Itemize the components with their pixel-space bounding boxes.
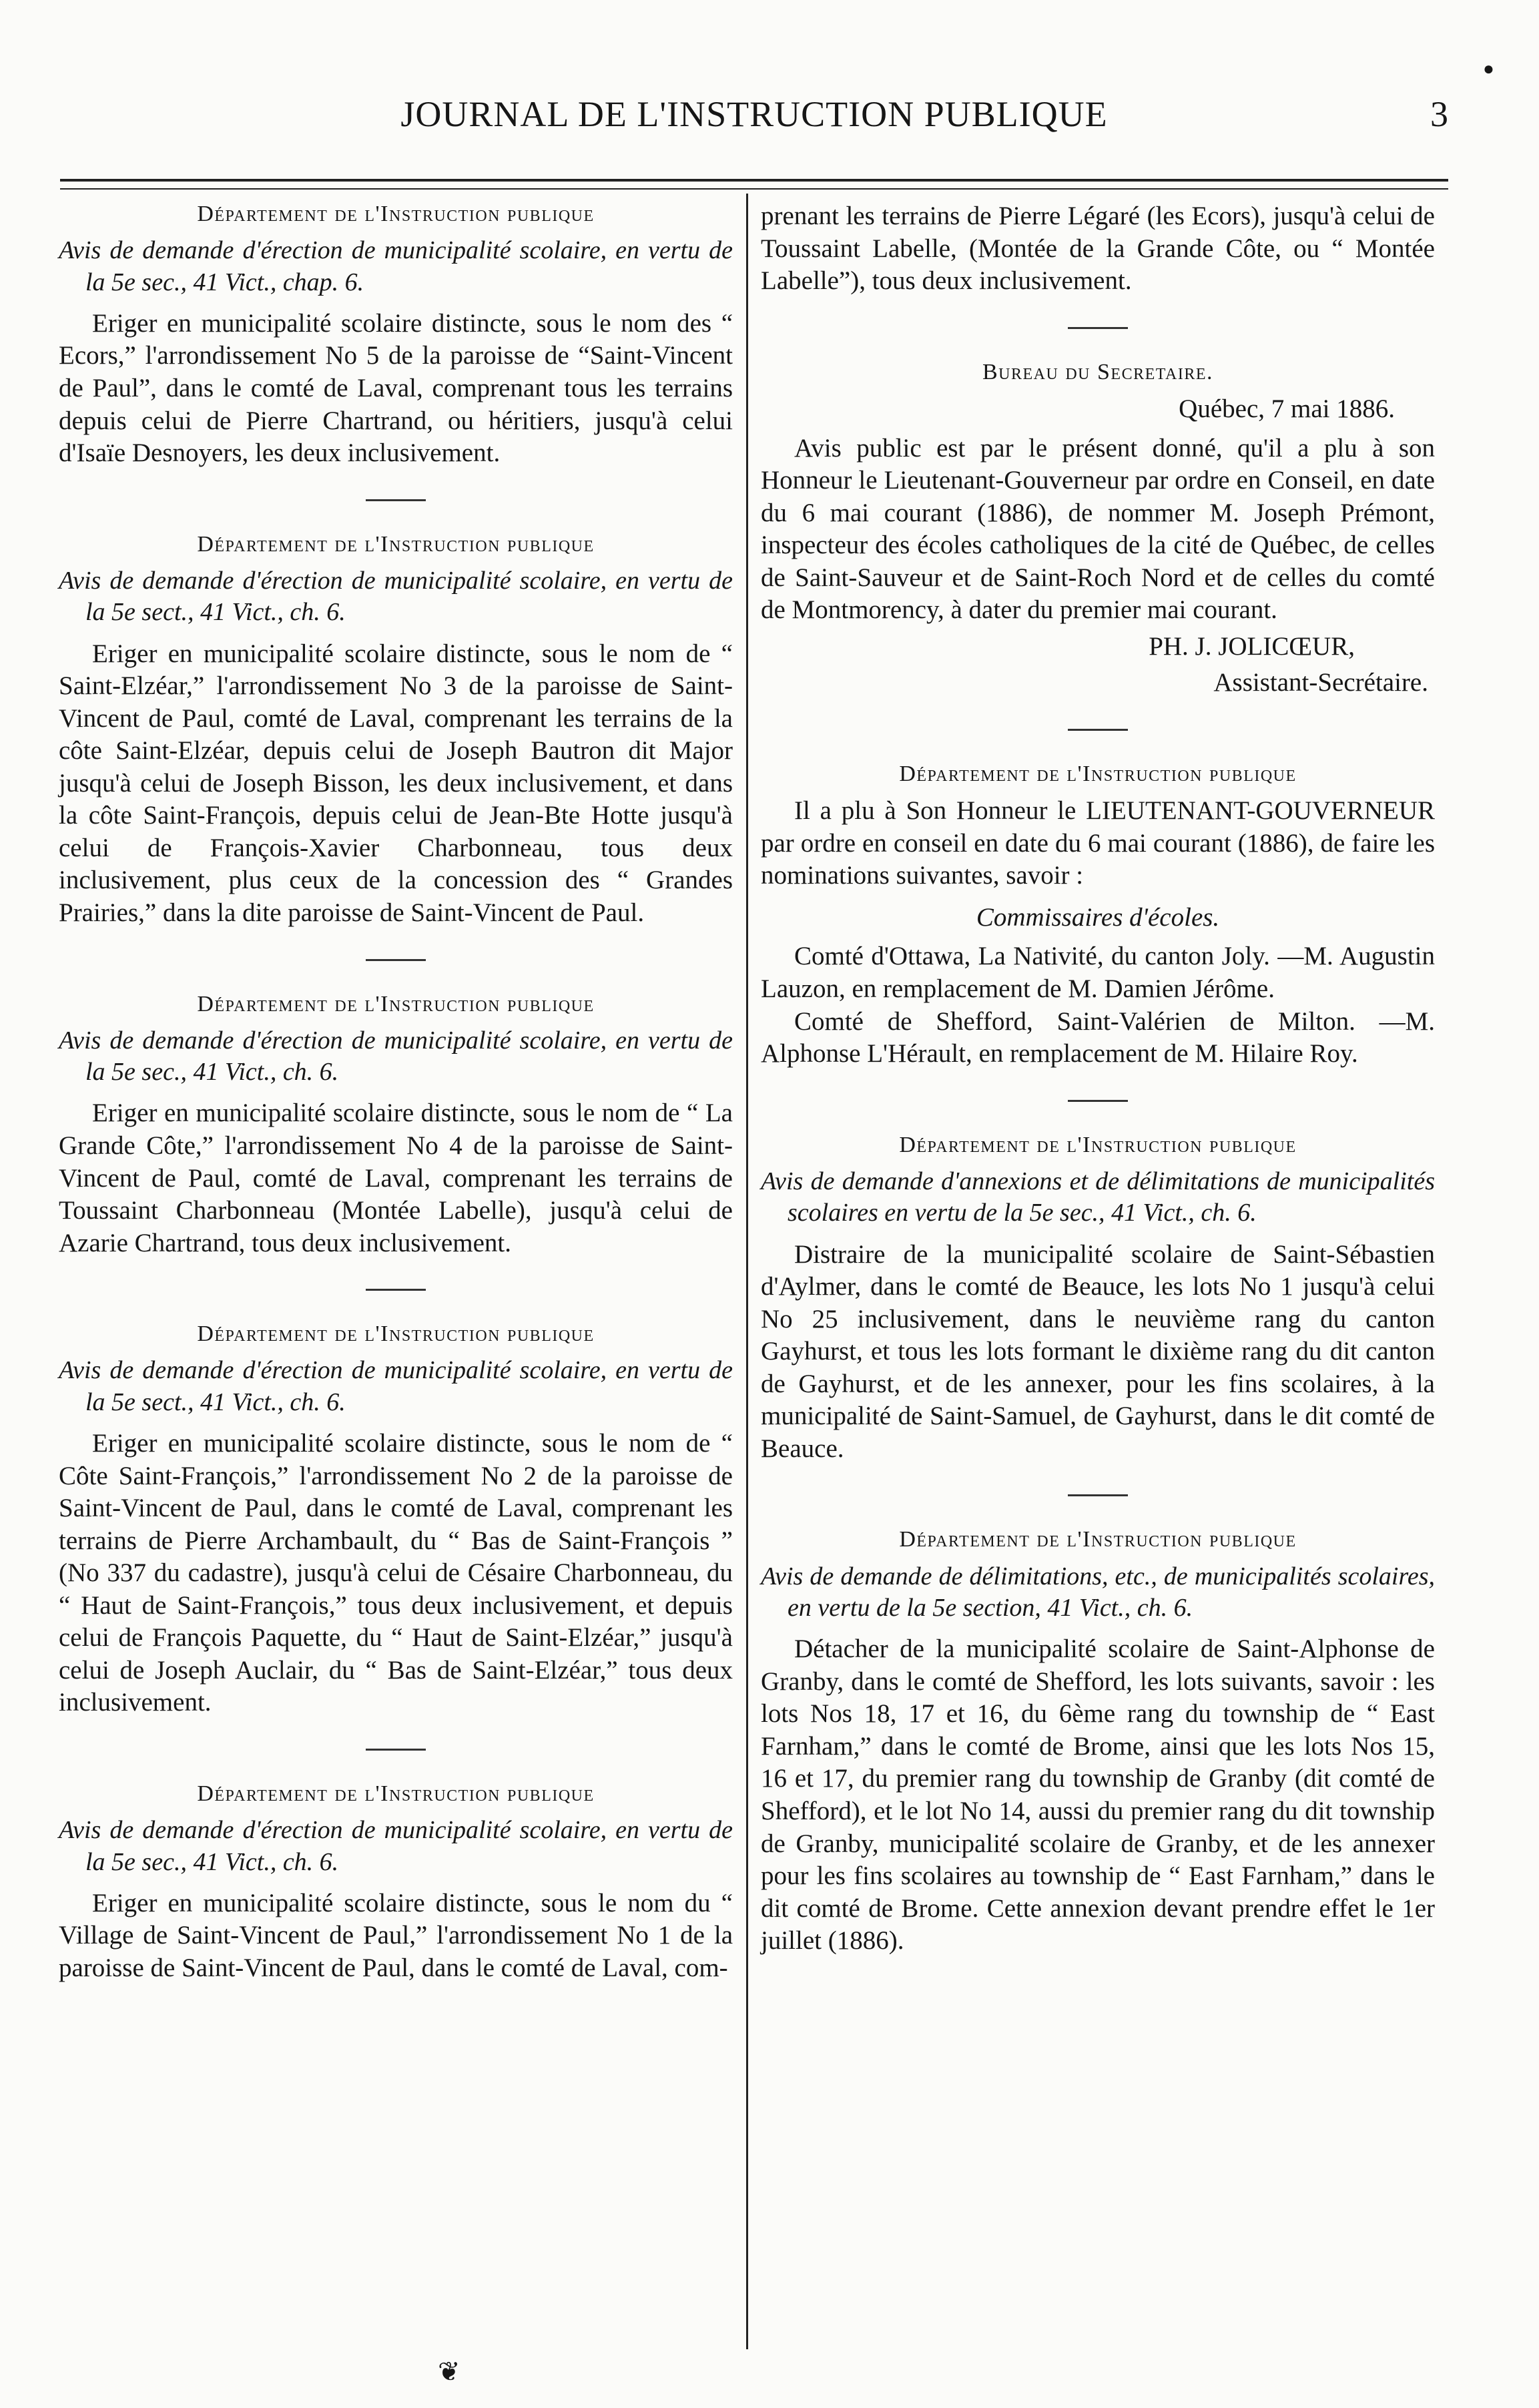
page-number: 3: [1430, 94, 1448, 134]
notice-bureau-secretaire: [761, 358, 1435, 699]
section-heading: Département de l'Instruction publique: [197, 991, 595, 1016]
section-heading: Département de l'Instruction publique: [899, 1527, 1297, 1552]
section-subtitle: Avis de demande d'annexions et de délimitations de municipalités scolaires en vertu de la 5e sec., 41 Vict., ch. 6.: [761, 1167, 1435, 1227]
notice-cote-saint-francois: [59, 1320, 733, 1719]
section-heading: Département de l'Instruction publique: [899, 1132, 1297, 1157]
section-subtitle: Avis de demande d'érection de municipalité scolaire, en vertu de la 5e sec., 41 Vict., ch. 6.: [59, 1026, 733, 1087]
footer-ornament: ❦: [438, 2357, 460, 2387]
section-separator: [366, 1749, 426, 1751]
notice-ecors: [59, 200, 733, 470]
notice-nominations: [761, 760, 1435, 1071]
notice-annexions: [761, 1131, 1435, 1466]
notice-saint-elzear: [59, 531, 733, 930]
dateline: Québec, 7 mai 1886.: [1179, 394, 1395, 423]
section-heading: Département de l'Instruction publique: [197, 531, 595, 557]
notice-delimitations: [761, 1526, 1435, 1957]
signature-title: Assistant-Secrétaire.: [1213, 668, 1428, 697]
section-text: Avis public est par le présent donné, qu'il a plu à son Honneur le Lieutenant-Gouverneur par ordre en Conseil, en date du 6 mai courant (1886), de nommer M. Joseph Prémont, inspecteur des écoles catholiques de la cité de Québec, de celles de Saint-Sauveur et de Saint-Roch Nord et de celles du comté de Montmorency, à dater du premier mai courant.: [761, 433, 1435, 625]
section-separator: [366, 1289, 426, 1291]
right-column: [761, 200, 1435, 1958]
section-subtitle: Avis de demande d'érection de municipalité scolaire, en vertu de la 5e sec., 41 Vict., ch. 6.: [59, 1816, 733, 1876]
header-rule-thin: [60, 188, 1448, 190]
section-heading: Département de l'Instruction publique: [197, 1781, 595, 1806]
margin-mark: ●: [1483, 59, 1494, 79]
section-separator: [366, 499, 426, 501]
page-header: [60, 93, 1448, 154]
section-text: Eriger en municipalité scolaire distincte, sous le nom des “ Ecors,” l'arrondissement No 5 de la paroisse de “Saint-Vincent de Paul”, dans le comté de Laval, comprenant tous les terrains depuis celui de Pierre Chartrand, ou héritiers, jusqu'à celui d'Isaïe Desnoyers, les deux inclusivement.: [59, 308, 733, 468]
section-subtitle: Avis de demande de délimitations, etc., de municipalités scolaires, en vertu de la 5e section, 41 Vict., ch. 6.: [761, 1562, 1435, 1622]
section-text: Eriger en municipalité scolaire distincte, sous le nom de “ Côte Saint-François,” l'arrondissement No 2 de la paroisse de Saint-Vincent de Paul, dans le comté de Laval, comprenant les terrains de Pierre Archambault, du “ Bas de Saint-François ” (No 337 du cadastre), jusqu'à celui de Césaire Charbonneau, du “ Haut de Saint-François,” tous deux inclusivement, et depuis celui de François Paquette, du “ Haut de Saint-Elzéar,” jusqu'à celui de Joseph Auclair, du “ Bas de Saint-Elzéar,” tous deux inclusivement.: [59, 1429, 733, 1717]
notice-grande-cote: [59, 990, 733, 1260]
section-separator: [1068, 1494, 1128, 1496]
signature-name: PH. J. JOLICŒUR,: [1149, 631, 1355, 661]
section-subtitle: Avis de demande d'érection de municipalité scolaire, en vertu de la 5e sect., 41 Vict., ch. 6.: [59, 1356, 733, 1416]
section-subtitle: Avis de demande d'érection de municipalité scolaire, en vertu de la 5e sect., 41 Vict., ch. 6.: [59, 566, 733, 627]
section-text: Détacher de la municipalité scolaire de Saint-Alphonse de Granby, dans le comté de Shefford, les lots suivants, savoir : les lots Nos 18, 17 et 16, du 6ème rang du township de “ East Farnham,” dans le comté de Brome, ainsi que les lots Nos 15, 16 et 17, du premier rang du township de Granby (dit comté de Shefford), et le lot No 14, aussi du premier rang du dit township de Granby, municipalité scolaire de Granby, et de les annexer pour les fins scolaires au township de “ East Farnham,” dans le dit comté de Brome. Cette annexion devant prendre effet le 1er juillet (1886).: [761, 1634, 1435, 1955]
section-heading: Département de l'Instruction publique: [197, 202, 595, 226]
section-text: Eriger en municipalité scolaire distincte, sous le nom de “ La Grande Côte,” l'arrondissement No 4 de la paroisse de Saint-Vincent de Paul, comté de Laval, comprenant les terrains de Toussaint Charbonneau (Montée Labelle), jusqu'à celui de Azarie Chartrand, tous deux inclusivement.: [59, 1099, 733, 1257]
section-separator: [1068, 327, 1128, 329]
section-heading: Bureau du Secretaire.: [982, 359, 1213, 384]
notice-village-saint-vincent: [59, 1780, 733, 1985]
section-heading: Département de l'Instruction publique: [899, 761, 1297, 786]
section-subtitle: Avis de demande d'érection de municipalité scolaire, en vertu de la 5e sec., 41 Vict., chap. 6.: [59, 236, 733, 296]
journal-title: JOURNAL DE L'INSTRUCTION PUBLIQUE: [400, 94, 1108, 134]
header-rule-thick: [60, 179, 1448, 182]
section-separator: [1068, 729, 1128, 731]
column-divider: [746, 194, 748, 2349]
left-column: [59, 200, 733, 1985]
section-heading: Département de l'Instruction publique: [197, 1321, 595, 1347]
section-separator: [1068, 1100, 1128, 1102]
nomination-item: Comté de Shefford, Saint-Valérien de Milton. —M. Alphonse L'Hérault, en remplacement de M. Hilaire Roy.: [761, 1006, 1435, 1069]
section-text: Eriger en municipalité scolaire distincte, sous le nom de “ Saint-Elzéar,” l'arrondissement No 3 de la paroisse de Saint-Vincent de Paul, comté de Laval, comprenant les terrains de la côte Saint-Elzéar, depuis celui de Joseph Bautron dit Major jusqu'à celui de Joseph Bisson, les deux inclusivement, et dans la côte Saint-François, depuis celui de Jean-Bte Hotte jusqu'à celui de François-Xavier Charbonneau, tous deux inclusivement, plus ceux de la concession des “ Grandes Prairies,” dans la dite paroisse de Saint-Vincent de Paul.: [59, 639, 733, 927]
nomination-item: Comté d'Ottawa, La Nativité, du canton Joly. —M. Augustin Lauzon, en remplacement de M. Damien Jérôme.: [761, 942, 1435, 1003]
continued-text: prenant les terrains de Pierre Légaré (les Ecors), jusqu'à celui de Toussaint Labelle, (Montée de la Grande Côte, ou “ Montée Labelle”), tous deux inclusivement.: [761, 202, 1435, 296]
section-text: Eriger en municipalité scolaire distincte, sous le nom du “ Village de Saint-Vincent de Paul,” l'arrondissement No 1 de la paroisse de Saint-Vincent de Paul, dans le comté de Laval, com-: [59, 1888, 733, 1983]
nominations-subheading: Commissaires d'écoles.: [976, 902, 1220, 932]
section-text: Distraire de la municipalité scolaire de Saint-Sébastien d'Aylmer, dans le comté de Beauce, les lots No 1 jusqu'à celui No 25 inclusivement, dans le neuvième rang du canton Gayhurst, et tous les lots formant le dixième rang du dit canton de Gayhurst, et de les annexer, pour les fins scolaires, à la municipalité de Saint-Samuel, de Gayhurst, dans le dit comté de Beauce.: [761, 1239, 1435, 1463]
section-text: Il a plu à Son Honneur le LIEUTENANT-GOUVERNEUR par ordre en conseil en date du 6 mai courant (1886), de faire les nominations suivantes, savoir :: [761, 796, 1435, 890]
section-separator: [366, 959, 426, 961]
